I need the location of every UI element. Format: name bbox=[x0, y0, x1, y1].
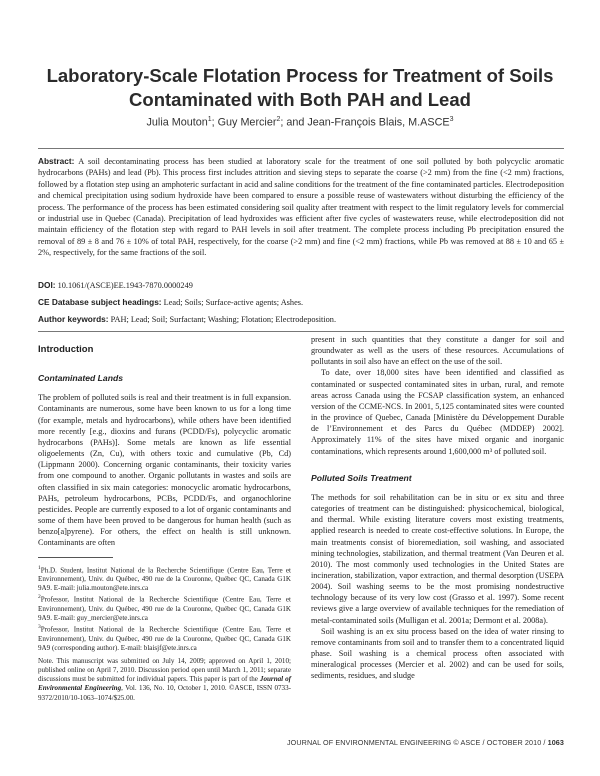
doi-line bbox=[38, 280, 564, 291]
footnote-mark: 3 bbox=[38, 624, 41, 631]
footnote-text: Professor, Institut National de la Recherche Scientifique (Centre Eau, Terre et Environnement), Univ. du Québec, 490 rue de la Couronne, Québec QC, Canada G1K 9A9. E-mail: guy_mercier@ete.inrs.ca bbox=[38, 595, 291, 622]
author-affiliation-mark: 2 bbox=[276, 116, 281, 123]
subject-headings-label: CE Database subject headings: bbox=[38, 297, 162, 307]
author-list bbox=[30, 116, 570, 129]
title-line-1: Laboratory-Scale Flotation Process for Treatment of Soils bbox=[46, 65, 554, 86]
section-heading-introduction: Introduction bbox=[38, 344, 94, 355]
author-affiliation-mark: 1 bbox=[207, 116, 212, 123]
body-paragraph: To date, over 18,000 sites have been identified and classified as contaminated or suspected contaminated sites in urban, rural, and remote areas across Canada using the FCSAP classification system, an enhanced version of the CCME-NCS. In 2001, 5,125 contaminated sites were counted in the province of Quebec, Canada [Ministère du Développement Durable de l’Environnement et des Parcs du Québec (MDDEP) 2002]. Approximately 11% of the sites have mixed organic and inorganic contaminations, which represents around 1,600,000 m³ of polluted soil. bbox=[311, 368, 564, 456]
footnote-mark: 2 bbox=[38, 594, 41, 601]
author-name: Guy Mercier bbox=[217, 116, 277, 129]
right-column bbox=[311, 334, 564, 682]
author-keywords bbox=[38, 314, 564, 325]
abstract-rule bbox=[38, 331, 564, 332]
body-paragraph: Soil washing is an ex situ process based on the idea of water rinsing to remove contaminants from soil and to transfer them to a concentrated liquid phase. Soil washing is a chemical process often associated with mineralogical processes (Mercier et al. 2002) and can be used for soils, sediments, residues, and sludge bbox=[311, 626, 564, 681]
footnote-rule bbox=[38, 557, 113, 558]
paper-title bbox=[30, 64, 570, 112]
body-paragraph: present in such quantities that they constitute a danger for soil and groundwater as well as the users of these resources. Accumulations of pollutants in soil also have an effect on the use of the soil. bbox=[311, 335, 564, 367]
author-affiliation-mark: 3 bbox=[449, 116, 454, 123]
author-separator: ; and bbox=[280, 116, 308, 129]
doi-link[interactable]: 10.1061/(ASCE)EE.1943-7870.0000249 bbox=[57, 281, 193, 290]
footnote-mark: 1 bbox=[38, 564, 41, 571]
author-separator: ; bbox=[211, 116, 218, 129]
note-text: , Vol. 136, No. 10, October 1, 2010. ©ASCE, ISSN 0733-9372/2010/10-1063–1074/$25.00. bbox=[38, 684, 291, 702]
subject-headings bbox=[38, 297, 564, 308]
author-name: Julia Mouton bbox=[146, 116, 208, 129]
note-text: Note. This manuscript was submitted on July 14, 2009; approved on April 1, 2010; published online on April 7, 2010. Discussion period open until March 1, 2011; separate discussions must be submitted for individual papers. This paper is part of the bbox=[38, 656, 291, 684]
footnote bbox=[38, 593, 291, 623]
subject-headings-text: Lead; Soils; Surface-active agents; Ashes. bbox=[163, 298, 304, 307]
manuscript-note bbox=[38, 657, 291, 703]
footnote-text: Ph.D. Student, Institut National de la Recherche Scientifique (Centre Eau, Terre et Environnement), Univ. du Québec, 490 rue de la Couronne, Québec QC, Canada G1K 9A9. E-mail: julia.mouton@ete.inrs.ca bbox=[38, 565, 291, 593]
subsection-heading-contaminated-lands: Contaminated Lands bbox=[38, 373, 123, 384]
page-footer bbox=[287, 738, 564, 747]
title-line-2: Contaminated with Both PAH and Lead bbox=[129, 89, 471, 110]
page-number: 1063 bbox=[547, 738, 564, 747]
author-name: Jean-François Blais, M.ASCE bbox=[307, 116, 450, 129]
doi-label: DOI: bbox=[38, 280, 56, 290]
footnote bbox=[38, 564, 291, 594]
footnote-text: Professor, Institut National de la Recherche Scientifique (Centre Eau, Terre et Environnement), Univ. du Québec, 490 rue de la Couronne, Québec QC, Canada G1K 9A9 (corresponding author). E-mail: blaisjf@ete.inrs.ca bbox=[38, 625, 291, 652]
footnote bbox=[38, 623, 291, 653]
journal-name: Journal of Environmental Engineering bbox=[38, 675, 291, 693]
header-rule bbox=[38, 148, 564, 149]
abstract-text: A soil decontaminating process has been studied at laboratory scale for the treatment of one soil polluted by both polycyclic aromatic hydrocarbons (PAHs) and lead (Pb). This process first includes attrition and sieving steps to separate the coarse (>2 mm) from the fine (<2 mm) fractions, followed by a flotation step using an amphoteric surfactant in acid and saline conditions for the treatment of the fine contaminated particles. Electrodeposition and chemical precipitation using sodium hydroxide have been compared to ensure a possible reuse of wastewaters without disturbing the efficiency of the process. The performance of the process has been estimated considering soil quality after treatment with respect to the limit regulatory levels for commercial or industrial use in Quebec (Canada). Precipitation of lead hydroxides was efficient after five cycles of wastewaters reuse, while electrodeposition did not maintain efficiency of the flotation step with regard to PAH levels in soil after treatment. The complete process including Pb precipitation ensured the removal of 89 ± 8 and 76 ± 10% of total PAH, respectively, for the coarse (>2 mm) and fine (<2 mm) fractions, while Pb was removed at 88 ± 10 and 65 ± 2%, respectively, for the same fractions of the soil. bbox=[38, 157, 564, 258]
body-paragraph: The problem of polluted soils is real and their treatment is in full expansion. Contaminants are numerous, some have been known to us for a long time (for example, metals and hydrocarbons), while others have been identified more recently [e.g., dioxins and furans (PCDD/Fs), polycyclic aromatic hydrocarbons (PAHs)]. Some metals are known as life essential oligoelements (Zn, Cu), with others toxic and cumulative (Pb, Cd) (Lippmann 2000). Concerning organic contaminants, their toxicity varies from one compound to another. Organic pollutants in wastes and soils are often classified in six main categories: monocyclic aromatic hydrocarbons, PAHs, petroleum hydrocarbons, PCBs, PCDD/Fs, and organochlorine pesticides. People are currently exposed to a lot of organic contaminants and some of them have been proved to be dangerous for human health (such as benzo[a]pyrene). For others, the effect on health is still unknown. Contaminants are often bbox=[38, 393, 291, 548]
author-keywords-text: PAH; Lead; Soil; Surfactant; Washing; Flotation; Electrodeposition. bbox=[110, 315, 337, 324]
left-column bbox=[38, 344, 291, 703]
body-paragraph: The methods for soil rehabilitation can be in situ or ex situ and three categories of treatment can be distinguished: physicochemical, biological, and thermal. While existing literature covers most existing treatments, applied research is needed to create cost-effective solutions. In Europe, the main treatments consist of bioremediation, soil washing, and associated mining technologies, stabilization, and thermal treatment (Van Deuren et al. 2010). The most commonly used technologies in the United States are incineration, stabilization, vapor extraction, and thermal desorption (USEPA 2004). Soil washing seems to be the most promising nondestructive technology because of its very low cost (Grasso et al. 1997). Some recent reviews give a large overview of available techniques for the remediation of metal-contaminated soils (Mulligan et al. 2001a; Dermont et al. 2008a). bbox=[311, 492, 564, 625]
abstract bbox=[38, 156, 564, 259]
author-keywords-label: Author keywords: bbox=[38, 314, 109, 324]
subsection-heading-polluted-soils-treatment: Polluted Soils Treatment bbox=[311, 472, 412, 483]
footer-journal: JOURNAL OF ENVIRONMENTAL ENGINEERING © ASCE / OCTOBER 2010 / bbox=[286, 738, 548, 747]
abstract-label: Abstract: bbox=[38, 156, 75, 166]
